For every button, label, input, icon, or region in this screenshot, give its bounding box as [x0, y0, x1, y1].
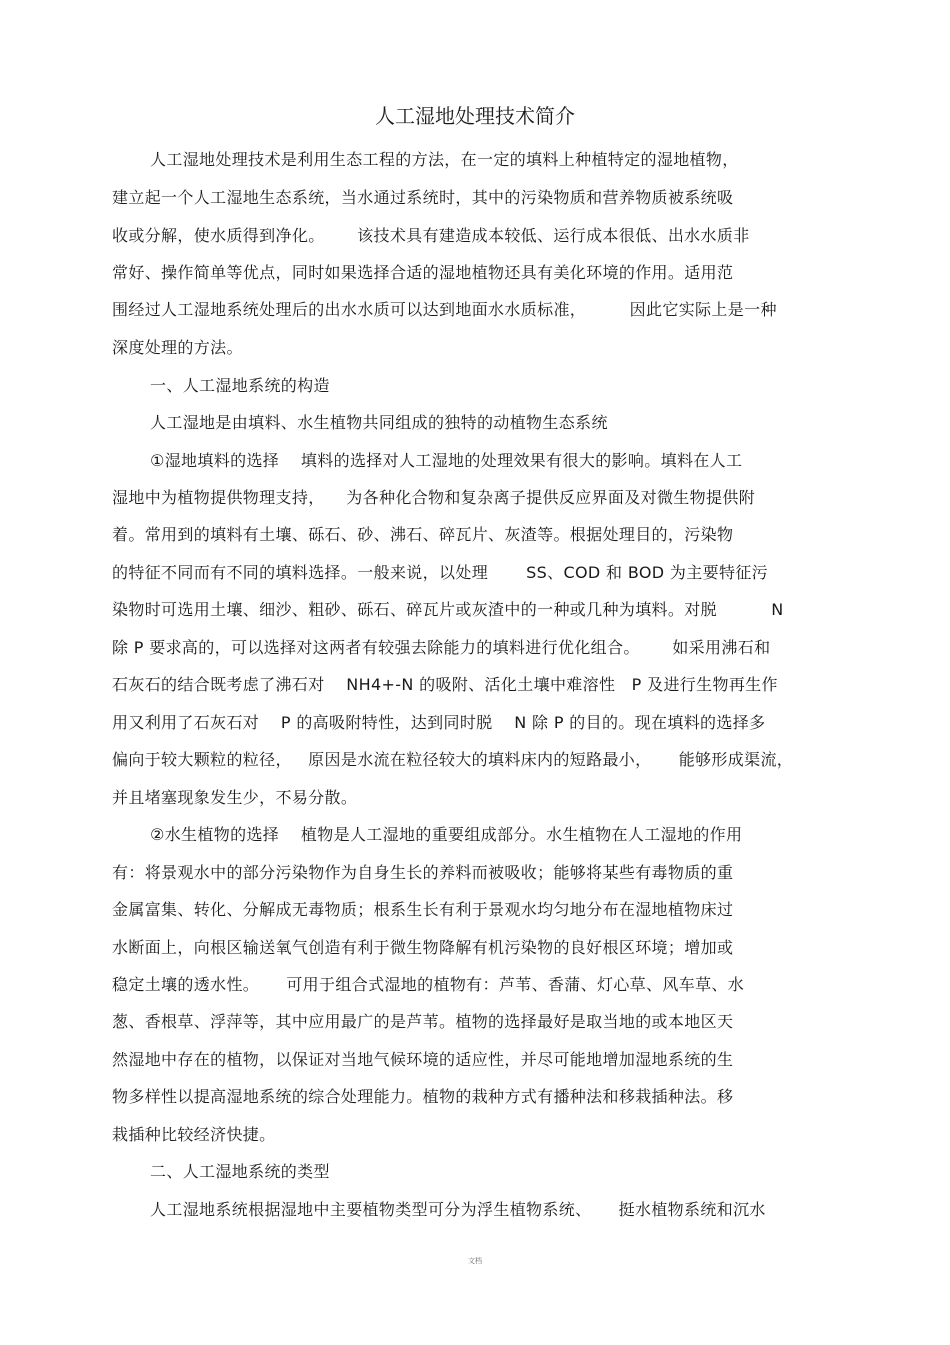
text-line: 除 P 要求高的，可以选择对这两者有较强去除能力的填料进行优化组合。 如采用沸石和: [112, 638, 771, 657]
text-line: 染物时可选用土壤、细沙、粗砂、砾石、碎瓦片或灰渣中的一种或几种为填料。对脱 N: [112, 600, 784, 619]
text-line: 着。常用到的填料有土壤、砾石、砂、沸石、碎瓦片、灰渣等。根据处理目的，污染物: [112, 525, 734, 544]
text-line: 人工湿地是由填料、水生植物共同组成的独特的动植物生态系统: [150, 413, 608, 432]
text-line: 偏向于较大颗粒的粒径， 原因是水流在粒径较大的填料床内的短路最小， 能够形成渠流，: [112, 750, 794, 769]
document-title: 人工湿地处理技术简介: [375, 104, 575, 128]
text-line: 有：将景观水中的部分污染物作为自身生长的养料而被吸收；能够将某些有毒物质的重: [112, 863, 734, 882]
text-line: ②水生植物的选择 植物是人工湿地的重要组成部分。水生植物在人工湿地的作用: [150, 825, 743, 844]
text-line: 的特征不同而有不同的填料选择。一般来说，以处理 SS、COD 和 BOD 为主要特征污: [112, 563, 769, 582]
text-line: 湿地中为植物提供物理支持， 为各种化合物和复杂离子提供反应界面及对微生物提供附: [112, 488, 756, 507]
text-line: 水断面上，向根区输送氧气创造有利于微生物降解有机污染物的良好根区环境；增加或: [112, 938, 734, 957]
text-line: 稳定土壤的透水性。 可用于组合式湿地的植物有：芦苇、香蒲、灯心草、风车草、水: [112, 975, 745, 994]
text-line: 然湿地中存在的植物，以保证对当地气候环境的适应性，并尽可能地增加湿地系统的生: [112, 1050, 734, 1069]
page-footer: 文档: [468, 1257, 482, 1265]
text-line: 常好、操作简单等优点，同时如果选择合适的湿地植物还具有美化环境的作用。适用范: [112, 263, 734, 282]
text-line: 葱、香根草、浮萍等，其中应用最广的是芦苇。植物的选择最好是取当地的或本地区天: [112, 1012, 734, 1031]
text-line: ①湿地填料的选择 填料的选择对人工湿地的处理效果有很大的影响。填料在人工: [150, 451, 743, 470]
text-line: 栽插种比较经济快捷。: [112, 1125, 276, 1144]
text-line: 物多样性以提高湿地系统的综合处理能力。植物的栽种方式有播种法和移栽插种法。移: [112, 1087, 734, 1106]
text-line: 围经过人工湿地系统处理后的出水水质可以达到地面水水质标准， 因此它实际上是一种: [112, 300, 777, 319]
text-line: 收或分解，使水质得到净化。 该技术具有建造成本较低、运行成本很低、出水水质非: [112, 226, 750, 245]
text-line: 石灰石的结合既考虑了沸石对 NH4+-N 的吸附、活化土壤中难溶性 P 及进行生物再生作: [112, 675, 778, 694]
text-line: 并且堵塞现象发生少，不易分散。: [112, 788, 358, 807]
text-line: 人工湿地系统根据湿地中主要植物类型可分为浮生植物系统、 挺水植物系统和沉水: [150, 1200, 766, 1219]
text-line: 人工湿地处理技术是利用生态工程的方法，在一定的填料上种植特定的湿地植物，: [150, 150, 739, 169]
text-line: 深度处理的方法。: [112, 338, 243, 357]
text-line: 建立起一个人工湿地生态系统，当水通过系统时，其中的污染物质和营养物质被系统吸: [112, 188, 734, 207]
section-heading: 一、人工湿地系统的构造: [150, 376, 330, 395]
section-heading: 二、人工湿地系统的类型: [150, 1162, 330, 1181]
text-line: 用又利用了石灰石对 P 的高吸附特性，达到同时脱 N 除 P 的目的。现在填料的选择多: [112, 713, 766, 732]
text-line: 金属富集、转化、分解成无毒物质；根系生长有利于景观水均匀地分布在湿地植物床过: [112, 900, 734, 919]
